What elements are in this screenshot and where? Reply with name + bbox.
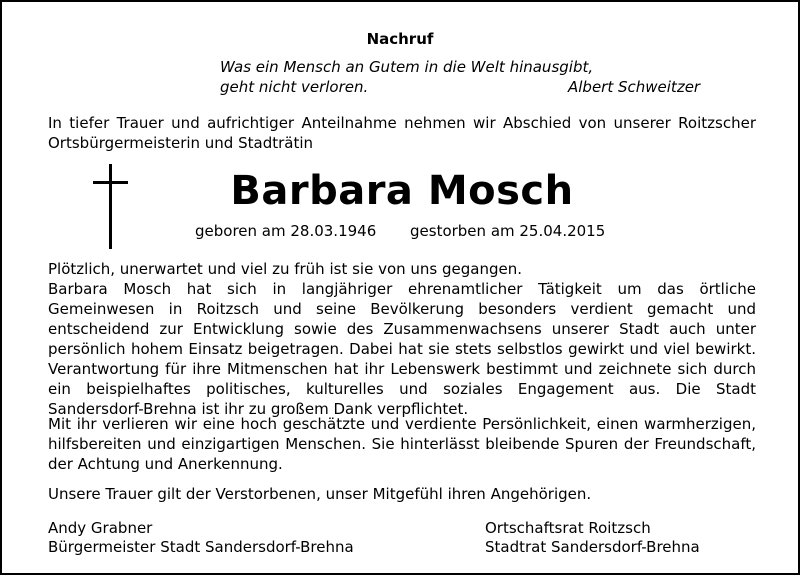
signature-left-role: Bürgermeister Stadt Sandersdorf-Brehna [48,538,354,556]
deceased-name: Barbara Mosch [230,168,574,214]
paragraph-1 [48,259,756,419]
intro-text: In tiefer Trauer und aufrichtiger Anteilnahme nehmen wir Abschied von unserer Roitzscher Ortsbürgermeisterin und Stadträtin [48,114,756,152]
quote-line-2: geht nicht verloren. [220,78,369,96]
signature-right-name: Ortschaftsrat Roitzsch [485,519,651,537]
signature-right-role: Stadtrat Sandersdorf-Brehna [485,538,700,556]
paragraph-1-opening: Plötzlich, unerwartet und viel zu früh ist sie von uns gegangen. [48,260,522,278]
paragraph-3: Unsere Trauer gilt der Verstorbenen, unser Mitgefühl ihren Angehörigen. [48,485,592,503]
death-date: gestorben am 25.04.2015 [410,222,606,240]
signature-left-name: Andy Grabner [48,519,153,537]
paragraph-2: Mit ihr verlieren wir eine hoch geschätzte und verdiente Persönlichkeit, einen warmherzigen, hilfsbereiten und einzigartigen Menschen. Sie hinterlässt bleibende Spuren der Freundschaft, der Achtung und Anerkennung. [48,415,756,473]
paragraph-1-body: Barbara Mosch hat sich in langjähriger ehrenamtlicher Tätigkeit um das örtliche Gemeinwesen in Roitzsch und seine Bevölkerung besonders verdient gemacht und entscheidend zur Entwicklung sowie des Zusammenwachsens unserer Stadt auch unter persönlich hohem Einsatz beigetragen. Dabei hat sie stets selbstlos gewirkt und viel bewirkt. Verantwortung für ihre Mitmenschen hat ihr Lebenswerk bestimmt und zeichnete sich durch ein beispielhaftes politisches, kulturelles und soziales Engagement aus. Die Stadt Sandersdorf-Brehna ist ihr zu großem Dank verpflichtet. [48,280,756,418]
notice-title: Nachruf [366,30,434,48]
birth-date: geboren am 28.03.1946 [195,222,377,240]
quote-line-1: Was ein Mensch an Gutem in die Welt hinausgibt, [220,58,594,76]
quote-author: Albert Schweitzer [568,78,701,96]
